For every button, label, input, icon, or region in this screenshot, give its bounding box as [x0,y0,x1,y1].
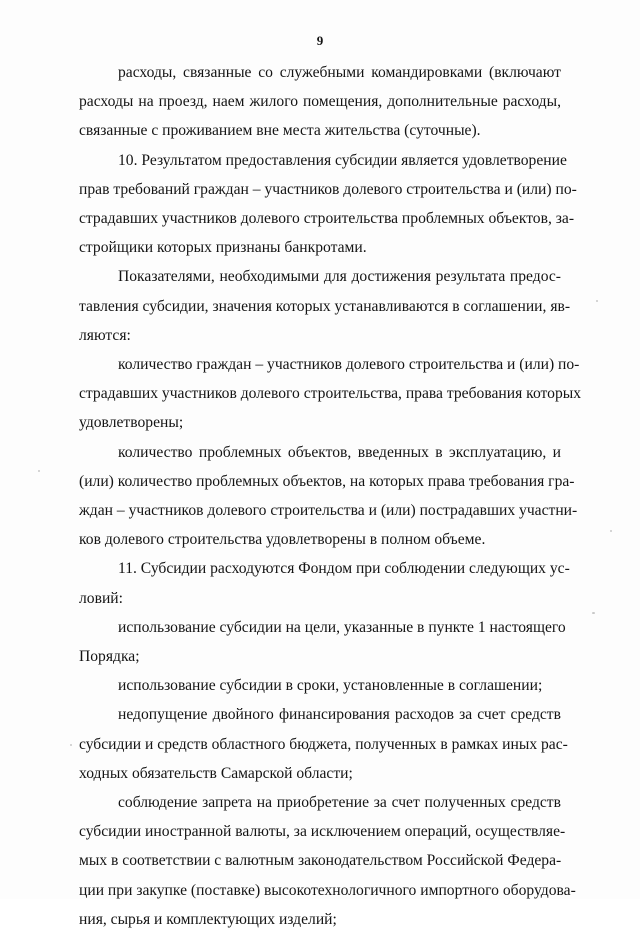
text-line: ляются: [79,326,131,344]
text-line: стройщики которых признаны банкротами. [79,239,367,257]
text-line: мых в соответствии с валютным законодательством Российской Федера- [79,852,562,870]
text-line: субсидии и средств областного бюджета, полученных в рамках иных рас- [79,735,568,753]
text-line: связанные с проживанием вне места жительства (суточные). [79,122,481,140]
text-line: ции при закупке (поставке) высокотехнологичного импортного оборудова- [79,881,576,899]
text-line: прав требований граждан – участников долевого строительства и (или) по- [79,180,577,198]
text-line: ния, сырья и комплектующих изделий; [79,910,337,928]
scan-speck [70,744,72,746]
text-line: ходных обязательств Самарской области; [79,764,353,782]
text-line: субсидии иностранной валюты, за исключением операций, осуществляе- [79,823,566,841]
text-line: количество проблемных объектов, введенных в эксплуатацию, и [118,443,561,461]
text-line: расходы, связанные со служебными командировками (включают [118,64,561,81]
text-line: удовлетворены; [79,414,184,432]
text-line: использование субсидии в сроки, установленные в соглашении; [118,677,543,695]
text-line: Порядка; [79,648,140,665]
text-line: ков долевого строительства удовлетворены в полном объеме. [79,531,486,549]
text-line: использование субсидии на цели, указанные в пункте 1 настоящего [118,618,566,636]
text-line: расходы на проезд, наем жилого помещения, дополнительные расходы, [79,93,561,111]
text-line: страдавших участников долевого строительства проблемных объектов, за- [79,210,575,227]
text-line: ловий: [79,589,123,607]
scan-speck [596,300,598,302]
text-line: Показателями, необходимыми для достижения результата предос- [118,268,561,286]
text-line: 10. Результатом предоставления субсидии является удовлетворение [118,151,567,169]
scan-speck [38,470,40,472]
text-line: количество граждан – участников долевого строительства и (или) по- [118,356,580,373]
scan-speck [592,612,595,614]
page-number: 9 [316,33,324,48]
text-line: ждан – участников долевого строительства и (или) пострадавших участни- [79,502,578,519]
scan-speck [610,530,612,532]
text-line: тавления субсидии, значения которых устанавливаются в соглашении, яв- [79,297,571,315]
text-line: 11. Субсидии расходуются Фондом при соблюдении следующих ус- [118,560,570,578]
text-line: страдавших участников долевого строительства, права требования которых [79,385,582,403]
text-line: (или) количество проблемных объектов, на которых права требования гра- [79,472,575,490]
text-line: соблюдение запрета на приобретение за счет полученных средств [118,794,561,811]
text-line: недопущение двойного финансирования расходов за счет средств [118,706,561,724]
